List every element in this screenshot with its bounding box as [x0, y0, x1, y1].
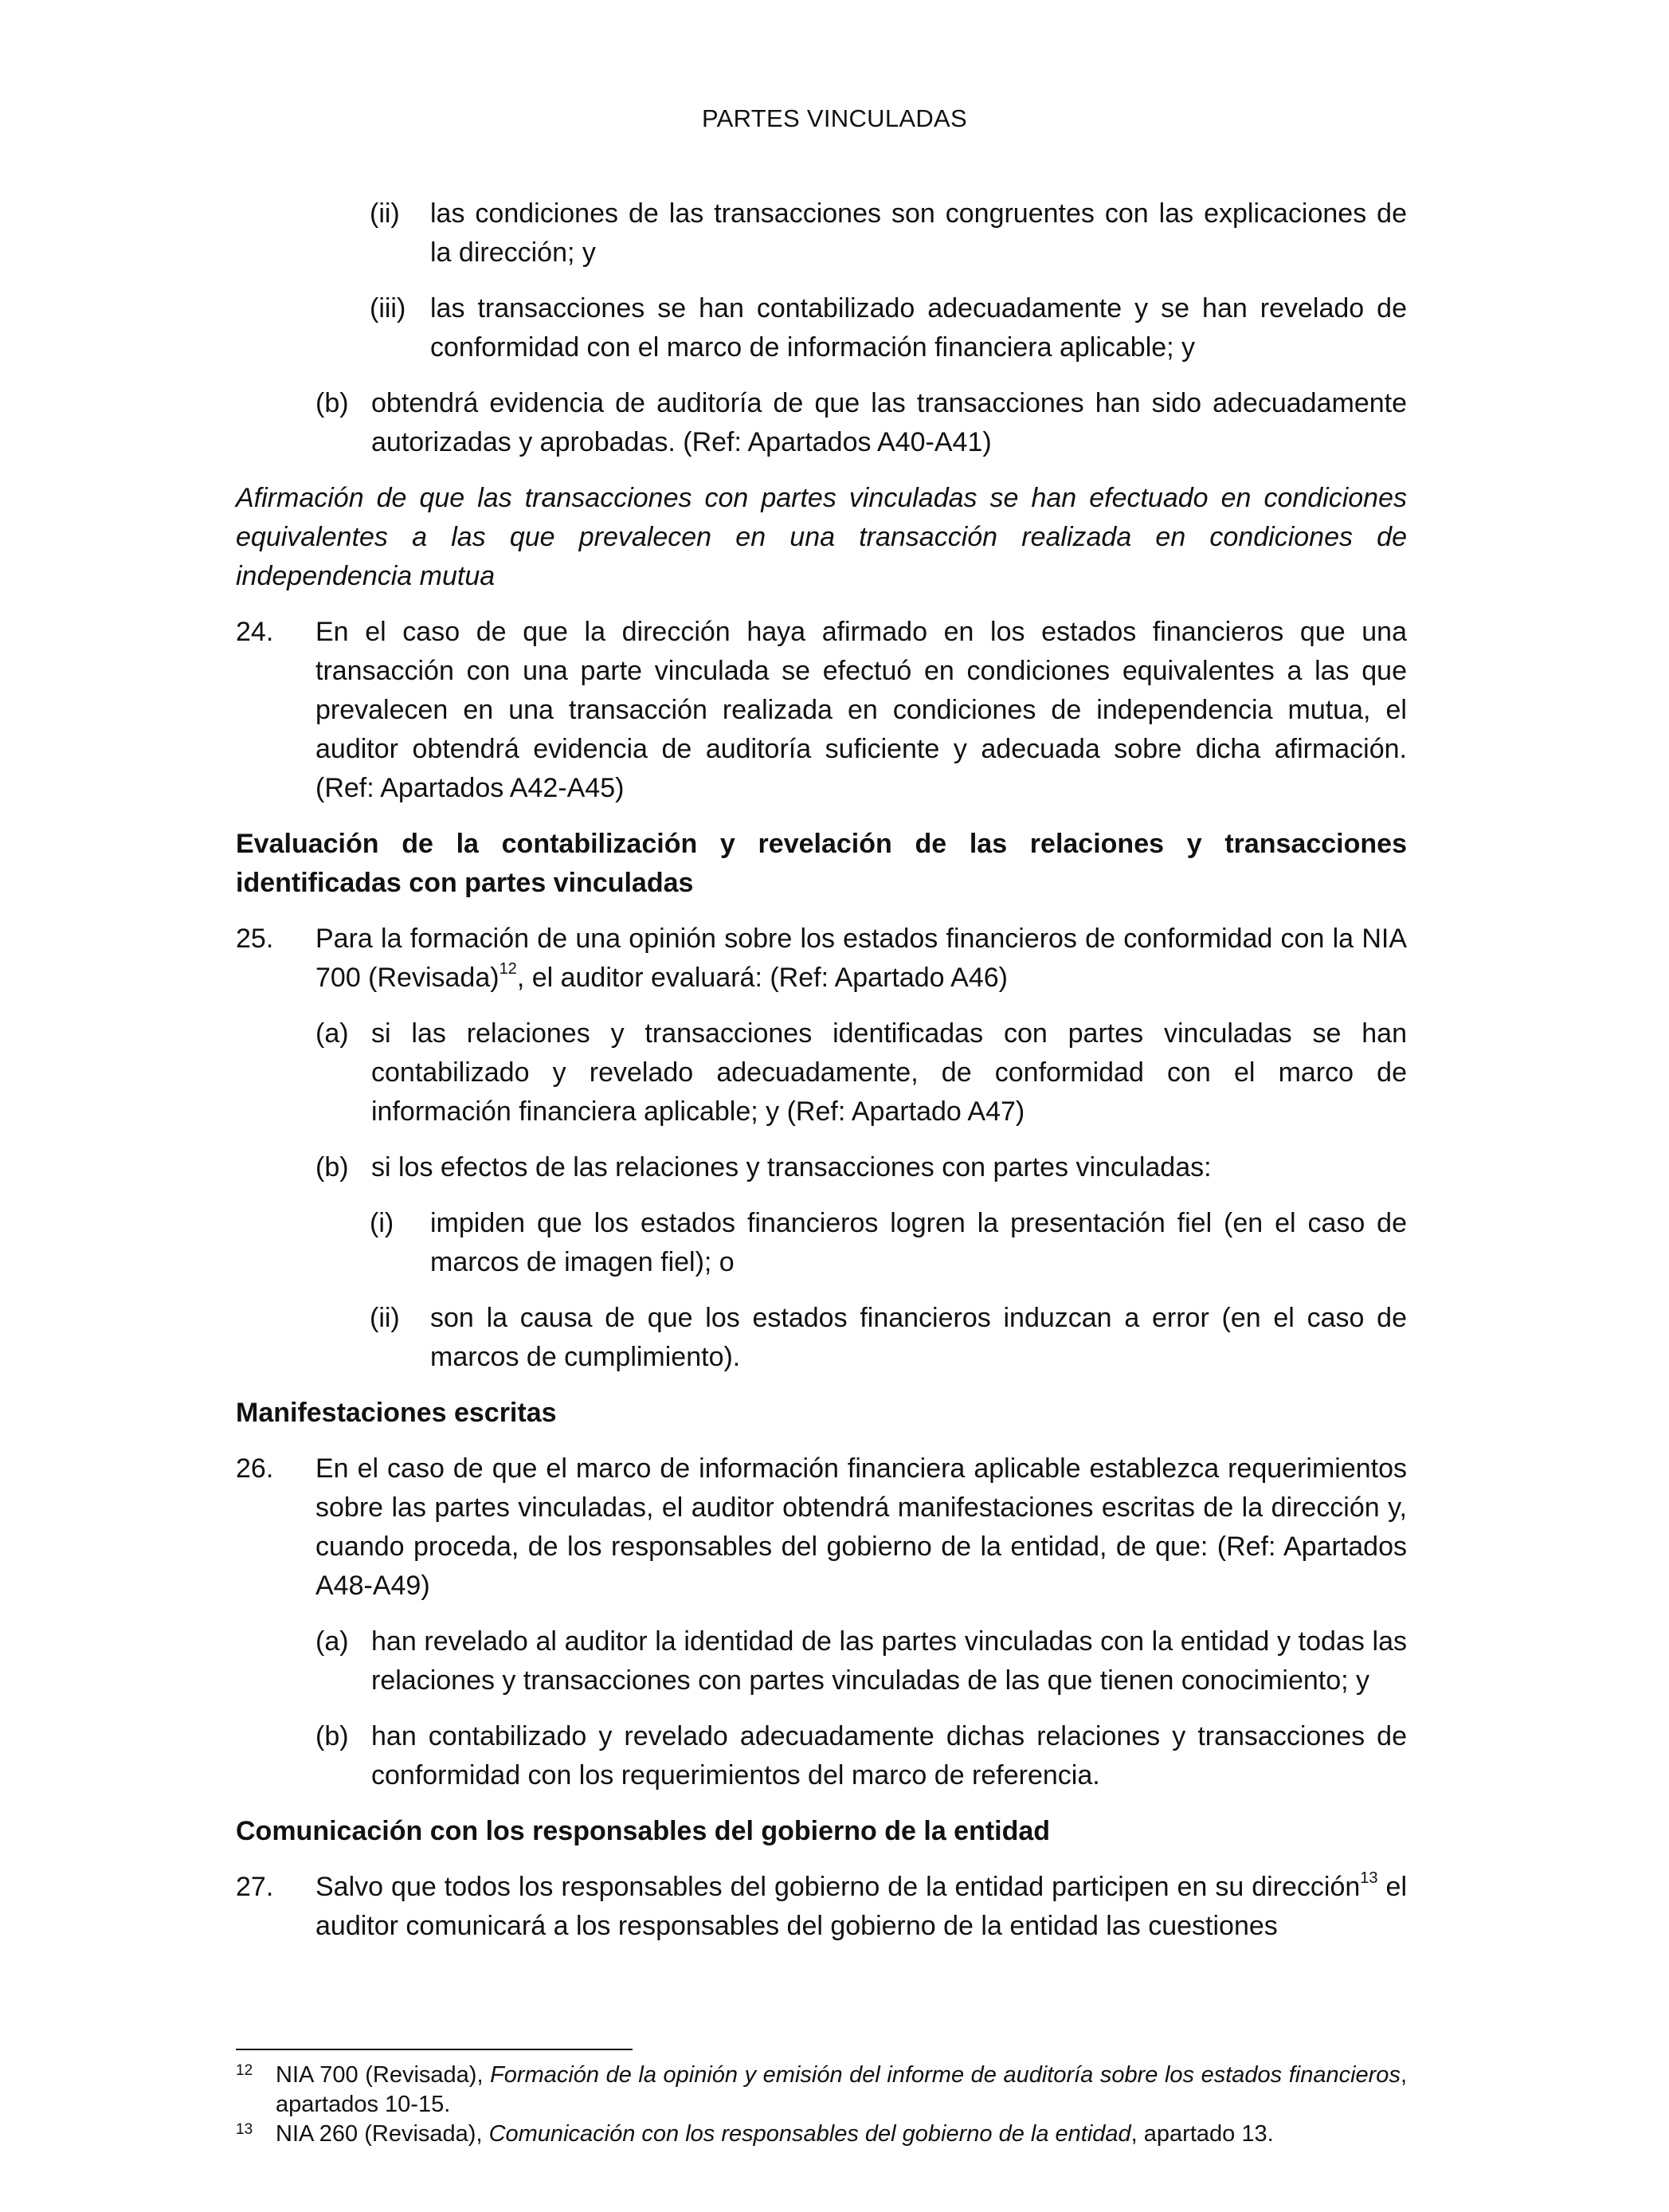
paragraph-text: En el caso de que el marco de información financiera aplicable establezca requerimientos sobre las partes vinculadas, el auditor obtendrá manifestaciones escritas de la dirección y, cuando proceda, de los responsables del gobierno de la entidad, de que: (Ref: Apartados A48-A49)	[315, 1453, 1407, 1601]
item-b	[236, 1148, 1407, 1187]
item-a	[236, 1622, 1407, 1700]
item-label: (a)	[315, 1018, 349, 1049]
footnote-title: Formación de la opinión y emisión del informe de auditoría sobre los estados financieros	[490, 2062, 1401, 2088]
sub-item-i	[236, 1204, 1407, 1282]
footnote-ref[interactable]: 13	[1360, 1869, 1378, 1887]
sub-item-iii	[236, 289, 1407, 367]
item-a	[236, 1014, 1407, 1131]
item-label: (ii)	[370, 198, 400, 229]
footnote-13	[236, 2120, 1407, 2149]
item-text: son la causa de que los estados financieros induzcan a error (en el caso de marcos de cumplimiento).	[430, 1303, 1407, 1372]
footnotes	[236, 2061, 1407, 2149]
item-label: (iii)	[370, 293, 406, 324]
item-text: impiden que los estados financieros logren la presentación fiel (en el caso de marcos de imagen fiel); o	[430, 1208, 1407, 1277]
paragraph-number: 25.	[236, 924, 274, 954]
paragraph-27	[236, 1868, 1407, 1946]
item-label: (a)	[315, 1626, 349, 1657]
paragraph-26	[236, 1449, 1407, 1606]
footnote-12	[236, 2061, 1407, 2120]
sub-item-ii	[236, 194, 1407, 273]
footnote-text: , apartados 10-15.	[276, 2062, 1408, 2117]
paragraph-number: 27.	[236, 1872, 274, 1902]
item-text: las condiciones de las transacciones son congruentes con las explicaciones de la dirección; y	[430, 198, 1407, 268]
footnote-text: NIA 260 (Revisada),	[276, 2121, 489, 2147]
item-label: (b)	[315, 1152, 349, 1182]
footnote-title: Comunicación con los responsables del gobierno de la entidad	[488, 2121, 1131, 2147]
item-text: han contabilizado y revelado adecuadamente dichas relaciones y transacciones de conformidad con los requerimientos del marco de referencia.	[371, 1721, 1407, 1790]
item-text: si los efectos de las relaciones y transacciones con partes vinculadas:	[371, 1152, 1212, 1182]
paragraph-number: 26.	[236, 1453, 274, 1484]
footnote-ref[interactable]: 12	[499, 959, 517, 978]
text-segment: el auditor comunicará a los responsables del gobierno de la entidad las cuestiones	[315, 1872, 1408, 1941]
item-text: obtendrá evidencia de auditoría de que las transacciones han sido adecuadamente autorizadas y aprobadas. (Ref: Apartados A40-A41)	[371, 388, 1407, 457]
paragraph-text: En el caso de que la dirección haya afirmado en los estados financieros que una transacción con una parte vinculada se efectuó en condiciones equivalentes a las que prevalecen en una transacción realizada en condiciones de independencia mutua, el auditor obtendrá evidencia de auditoría suficiente y adecuada sobre dicha afirmación. (Ref: Apartados A42-A45)	[315, 617, 1407, 803]
section-heading: Evaluación de la contabilización y revelación de las relaciones y transacciones identificadas con partes vinculadas	[236, 829, 1407, 898]
item-label: (b)	[315, 1721, 349, 1751]
section-heading-italic: Afirmación de que las transacciones con partes vinculadas se han efectuado en condiciones equivalentes a las que prevalecen en una transacción realizada en condiciones de independencia mutua	[236, 483, 1407, 591]
footnote-separator	[236, 2049, 633, 2050]
footnote-mark: 12	[236, 2062, 253, 2079]
document-body	[236, 194, 1407, 1946]
item-label: (ii)	[370, 1303, 400, 1333]
section-heading: Manifestaciones escritas	[236, 1398, 557, 1428]
item-text: si las relaciones y transacciones identificadas con partes vinculadas se han contabilizado y revelado adecuadamente, de conformidad con el marco de información financiera aplicable; y (Ref: Apartado A47)	[371, 1018, 1407, 1127]
footnote-text: , apartado 13.	[1130, 2121, 1274, 2147]
paragraph-24	[236, 613, 1407, 808]
footnote-text: NIA 700 (Revisada),	[276, 2062, 491, 2088]
paragraph-number: 24.	[236, 617, 274, 647]
page-header: PARTES VINCULADAS	[702, 104, 967, 132]
text-segment: Salvo que todos los responsables del gobierno de la entidad participen en su dirección	[315, 1872, 1361, 1902]
footnote-mark: 13	[236, 2121, 253, 2138]
paragraph-25	[236, 920, 1407, 998]
item-label: (b)	[315, 388, 349, 418]
paragraph-text	[315, 920, 1407, 998]
item-b	[236, 1717, 1407, 1795]
item-b	[236, 384, 1407, 462]
paragraph-text	[315, 1868, 1407, 1946]
section-heading: Comunicación con los responsables del gobierno de la entidad	[236, 1816, 1051, 1846]
item-text: las transacciones se han contabilizado adecuadamente y se han revelado de conformidad con el marco de información financiera aplicable; y	[430, 293, 1407, 363]
item-label: (i)	[370, 1208, 394, 1238]
sub-item-ii	[236, 1299, 1407, 1377]
text-segment: , el auditor evaluará: (Ref: Apartado A46)	[516, 963, 1008, 993]
text-segment: Para la formación de una opinión sobre los estados financieros de conformidad con la NIA 700 (Revisada)	[315, 924, 1407, 993]
item-text: han revelado al auditor la identidad de las partes vinculadas con la entidad y todas las relaciones y transacciones con partes vinculadas de las que tienen conocimiento; y	[371, 1626, 1407, 1696]
